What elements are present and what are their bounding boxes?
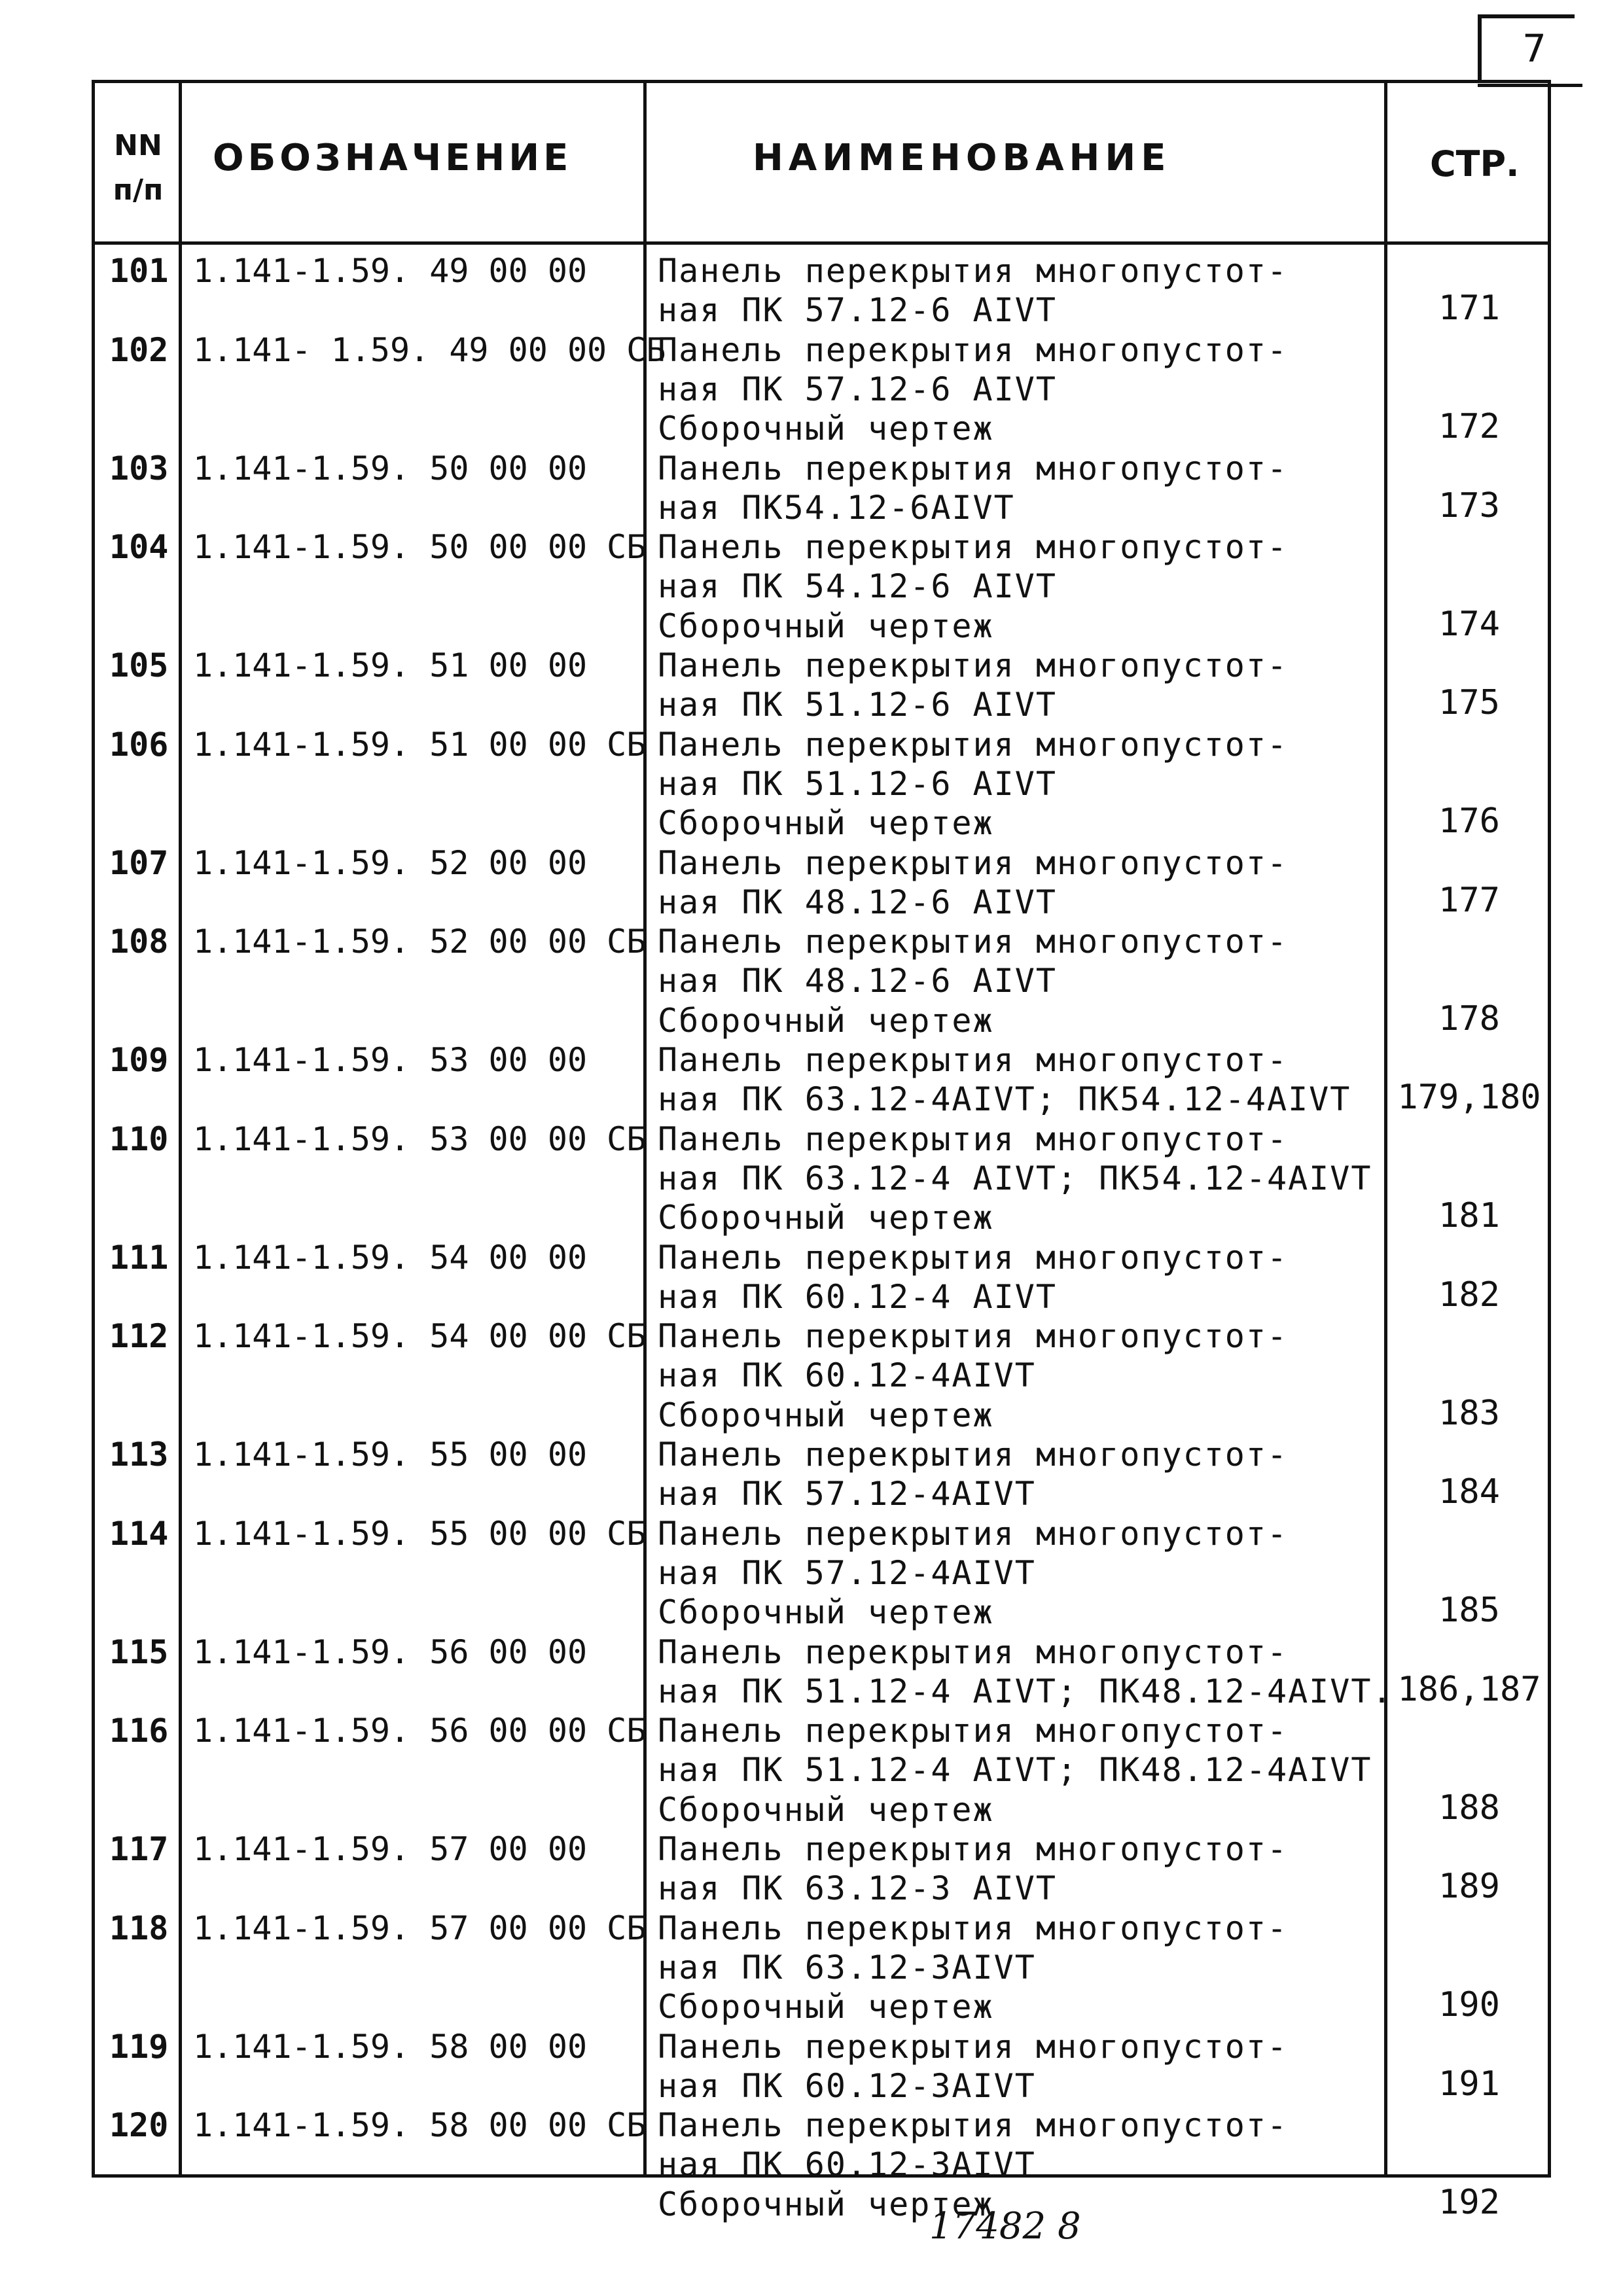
row-code: 1.141-1.59. 53 00 00 (193, 1041, 588, 1079)
row-number: 115 (109, 1633, 169, 1671)
row-code: 1.141-1.59. 54 00 00 (193, 1238, 588, 1277)
row-code: 1.141-1.59. 55 00 00 (193, 1436, 588, 1474)
row-code: 1.141-1.59. 58 00 00 СБ (193, 2106, 647, 2145)
row-number: 107 (109, 843, 169, 882)
row-page: 177 (1438, 880, 1500, 920)
row-code: 1.141-1.59. 56 00 00 (193, 1633, 588, 1671)
row-name-line: Сборочный чертеж (658, 1790, 994, 1829)
row-name-line: ная ПК 63.12-3АIVТ (658, 1948, 1036, 1987)
row-code: 1.141-1.59. 52 00 00 СБ (193, 923, 647, 961)
sheet-number-box (1478, 14, 1575, 80)
row-name-line: Сборочный чертеж (658, 804, 994, 843)
row-name-line: ная ПК 48.12-6 АIVТ (658, 883, 1057, 921)
row-code: 1.141-1.59. 55 00 00 СБ (193, 1514, 647, 1553)
row-page: 188 (1438, 1788, 1500, 1828)
header-divider (95, 241, 1548, 245)
row-name-line: ная ПК 63.12-4АIVТ; ПК54.12-4АIVТ (658, 1080, 1351, 1119)
row-code: 1.141-1.59. 52 00 00 (193, 843, 588, 882)
row-number: 116 (109, 1712, 169, 1750)
row-name-line: ная ПК 54.12-6 АIVТ (658, 567, 1057, 606)
row-number: 106 (109, 725, 169, 764)
row-name-line: Панель перекрытия многопустот- (658, 843, 1289, 882)
row-page: 172 (1438, 407, 1500, 447)
row-name-line: ная ПК 57.12-4АIVТ (658, 1475, 1036, 1513)
column-divider (1384, 83, 1387, 2174)
row-page: 181 (1438, 1196, 1500, 1236)
row-number: 105 (109, 646, 169, 684)
row-name-line: Сборочный чертеж (658, 1199, 994, 1237)
row-page: 189 (1438, 1867, 1500, 1907)
row-page: 176 (1438, 802, 1500, 841)
row-page: 186,187 (1397, 1669, 1541, 1709)
row-page: 173 (1438, 486, 1500, 525)
row-page: 171 (1438, 289, 1500, 328)
row-name-line: Панель перекрытия многопустот- (658, 1436, 1289, 1474)
row-number: 104 (109, 528, 169, 567)
row-name-line: ная ПК54.12-6АIVТ (658, 488, 1015, 527)
row-name-line: Панель перекрытия многопустот- (658, 1633, 1289, 1671)
row-page: 192 (1438, 2182, 1500, 2222)
row-code: 1.141-1.59. 58 00 00 (193, 2027, 588, 2066)
row-name-line: Панель перекрытия многопустот- (658, 1041, 1289, 1079)
row-name-line: Сборочный чертеж (658, 1988, 994, 2026)
row-name-line: Панель перекрытия многопустот- (658, 923, 1289, 961)
row-name-line: Панель перекрытия многопустот- (658, 725, 1289, 764)
row-page: 178 (1438, 998, 1500, 1038)
row-name-line: Сборочный чертеж (658, 1001, 994, 1040)
row-name-line: ная ПК 57.12-6 АIVТ (658, 370, 1057, 408)
row-number: 103 (109, 449, 169, 487)
row-code: 1.141-1.59. 54 00 00 СБ (193, 1317, 647, 1356)
header-num (104, 124, 172, 213)
row-name-line: ная ПК 51.12-4 АIVТ; ПК48.12-4АIVТ. (658, 1672, 1393, 1710)
row-code: 1.141-1.59. 57 00 00 (193, 1830, 588, 1868)
row-page: 175 (1438, 683, 1500, 723)
row-page: 185 (1438, 1591, 1500, 1631)
header-name: НАИМЕНОВАНИЕ (753, 137, 1171, 179)
row-number: 119 (109, 2027, 169, 2066)
row-number: 110 (109, 1120, 169, 1158)
row-name-line: ная ПК 57.12-6 АIVТ (658, 291, 1057, 330)
row-name-line: Панель перекрытия многопустот- (658, 1317, 1289, 1356)
row-name-line: ная ПК 51.12-6 АIVТ (658, 764, 1057, 803)
row-name-line: ная ПК 60.12-3АIVТ (658, 2146, 1036, 2184)
row-number: 109 (109, 1041, 169, 1079)
row-code: 1.141-1.59. 51 00 00 СБ (193, 725, 647, 764)
row-page: 179,180 (1397, 1078, 1541, 1118)
row-number: 114 (109, 1514, 169, 1553)
row-name-line: Панель перекрытия многопустот- (658, 449, 1289, 487)
row-code: 1.141-1.59. 53 00 00 СБ (193, 1120, 647, 1158)
row-page: 191 (1438, 2064, 1500, 2104)
row-name-line: Панель перекрытия многопустот- (658, 528, 1289, 567)
row-number: 101 (109, 252, 169, 290)
row-code: 1.141-1.59. 56 00 00 СБ (193, 1712, 647, 1750)
row-name-line: Панель перекрытия многопустот- (658, 646, 1289, 684)
row-number: 120 (109, 2106, 169, 2145)
row-name-line: Панель перекрытия многопустот- (658, 1909, 1289, 1947)
row-name-line: Панель перекрытия многопустот- (658, 1238, 1289, 1277)
row-page: 184 (1438, 1472, 1500, 1512)
row-name-line: Панель перекрытия многопустот- (658, 1514, 1289, 1553)
row-name-line: ная ПК 51.12-4 АIVТ; ПК48.12-4АIVТ (658, 1751, 1372, 1790)
row-name-line: Панель перекрытия многопустот- (658, 252, 1289, 290)
row-name-line: Панель перекрытия многопустот- (658, 1830, 1289, 1868)
row-name-line: Сборочный чертеж (658, 607, 994, 645)
sheet-number: 7 (1522, 26, 1546, 71)
row-name-line: ная ПК 51.12-6 АIVТ (658, 686, 1057, 724)
row-page: 190 (1438, 1985, 1500, 2025)
row-number: 113 (109, 1436, 169, 1474)
row-name-line: Сборочный чертеж (658, 2185, 994, 2223)
row-number: 108 (109, 923, 169, 961)
row-name-line: Панель перекрытия многопустот- (658, 2106, 1289, 2145)
row-name-line: Сборочный чертеж (658, 1593, 994, 1632)
row-name-line: Панель перекрытия многопустот- (658, 330, 1289, 369)
header-num-line2: п/п (113, 173, 164, 207)
header-code: ОБОЗНАЧЕНИЕ (213, 137, 573, 179)
row-name-line: Сборочный чертеж (658, 1396, 994, 1434)
contents-table (92, 80, 1551, 2223)
header-page: СТР. (1430, 143, 1520, 185)
row-name-line: ная ПК 48.12-6 АIVТ (658, 962, 1057, 1000)
row-number: 117 (109, 1830, 169, 1868)
row-name-line: Панель перекрытия многопустот- (658, 1712, 1289, 1750)
row-number: 112 (109, 1317, 169, 1356)
row-number: 102 (109, 330, 169, 369)
row-name-line: ная ПК 60.12-4 АIVТ (658, 1277, 1057, 1316)
row-number: 118 (109, 1909, 169, 1947)
row-name-line: Панель перекрытия многопустот- (658, 1120, 1289, 1158)
row-name-line: ная ПК 63.12-3 АIVТ (658, 1869, 1057, 1908)
row-name-line: ная ПК 57.12-4АIVТ (658, 1553, 1036, 1592)
row-code: 1.141-1.59. 51 00 00 (193, 646, 588, 684)
header-num-line1: NN (114, 129, 162, 162)
row-number: 111 (109, 1238, 169, 1277)
row-code: 1.141- 1.59. 49 00 00 СБ (193, 330, 666, 369)
row-code: 1.141-1.59. 49 00 00 (193, 252, 588, 290)
row-page: 183 (1438, 1393, 1500, 1433)
row-name-line: Сборочный чертеж (658, 410, 994, 448)
column-divider (179, 83, 182, 2174)
row-name-line: ная ПК 63.12-4 АIVТ; ПК54.12-4АIVТ (658, 1159, 1372, 1197)
row-name-line: Панель перекрытия многопустот- (658, 2027, 1289, 2066)
row-code: 1.141-1.59. 57 00 00 СБ (193, 1909, 647, 1947)
row-page: 182 (1438, 1275, 1500, 1315)
footer-number: 17482 8 (929, 2205, 1081, 2248)
row-code: 1.141-1.59. 50 00 00 (193, 449, 588, 487)
row-name-line: ная ПК 60.12-3АIVТ (658, 2066, 1036, 2105)
row-name-line: ная ПК 60.12-4АIVТ (658, 1356, 1036, 1395)
row-code: 1.141-1.59. 50 00 00 СБ (193, 528, 647, 567)
row-page: 174 (1438, 604, 1500, 644)
